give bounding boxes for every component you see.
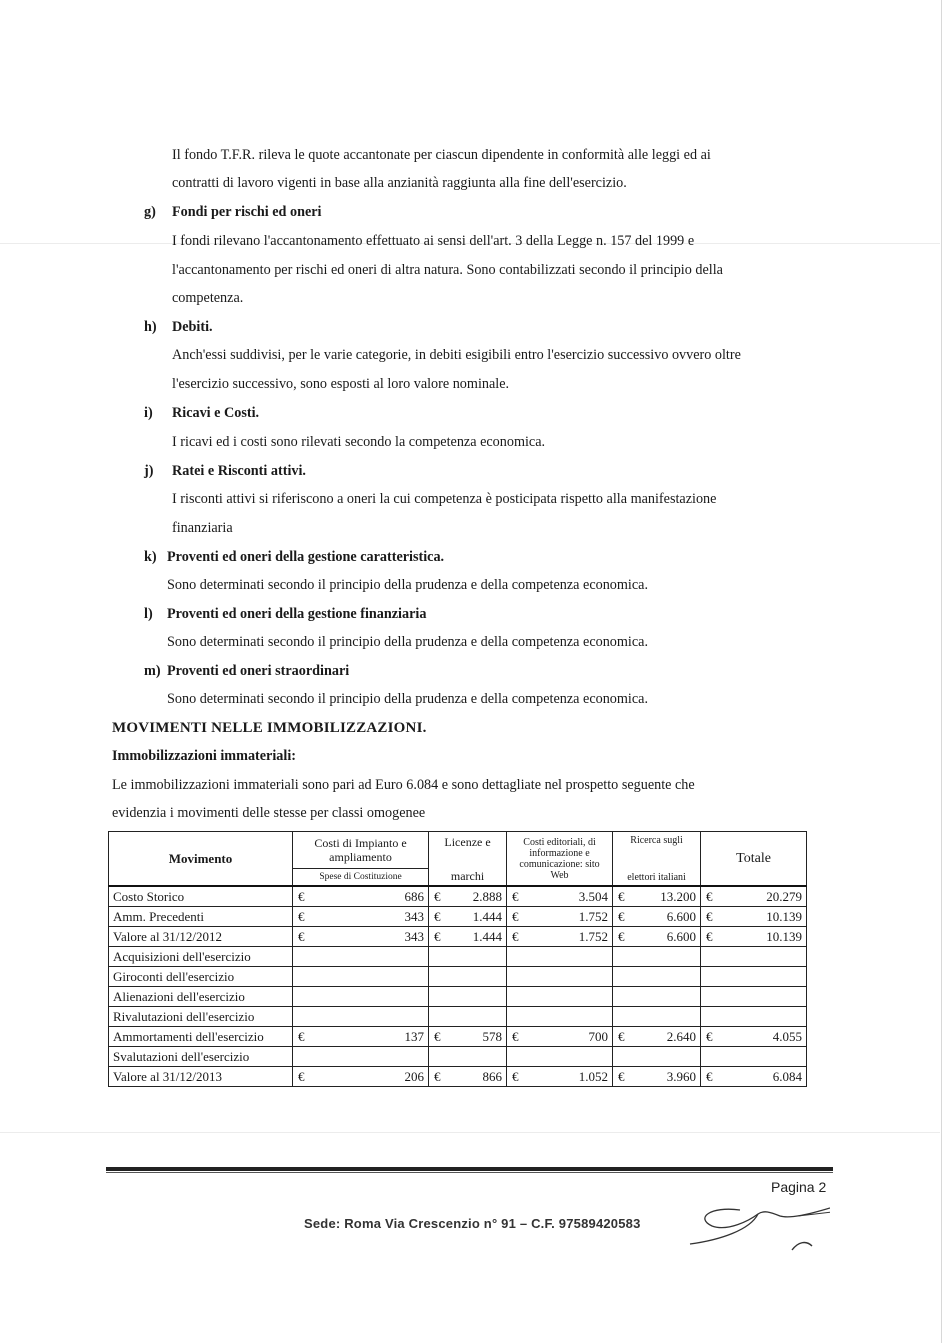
heading-immateriali: Immobilizzazioni immateriali: <box>112 748 297 764</box>
footer-rule-thin <box>106 1172 833 1173</box>
section-title: Fondi per rischi ed oneri <box>172 204 322 220</box>
section-line: Sono determinati secondo il principio della prudenza e della competenza economica. <box>167 577 649 593</box>
currency-cell: € <box>613 886 629 907</box>
section-title: Ratei e Risconti attivi. <box>172 463 306 479</box>
header-ricerca-bottom: elettori italiani <box>627 872 686 883</box>
table-row <box>109 1007 807 1027</box>
currency-cell <box>701 967 717 987</box>
currency-cell: € <box>507 907 523 927</box>
value-cell: 578 <box>445 1027 507 1047</box>
currency-cell: € <box>293 927 309 947</box>
value-cell <box>523 947 613 967</box>
currency-cell <box>293 987 309 1007</box>
value-cell <box>629 987 701 1007</box>
value-cell <box>717 967 807 987</box>
section-line: Sono determinati secondo il principio della prudenza e della competenza economica. <box>167 634 649 650</box>
value-cell <box>717 947 807 967</box>
value-cell: 20.279 <box>717 886 807 907</box>
header-spese-costituzione: Spese di Costituzione <box>293 869 429 886</box>
table-row <box>109 987 807 1007</box>
header-licenze <box>429 832 507 887</box>
section-title: Proventi ed oneri della gestione finanziaria <box>167 606 427 622</box>
footer-rule <box>106 1167 833 1171</box>
currency-cell <box>613 1047 629 1067</box>
value-cell <box>309 987 429 1007</box>
currency-cell: € <box>701 927 717 947</box>
section-line: I risconti attivi si riferiscono a oneri la cui competenza è posticipata rispetto alla manifestazione <box>172 491 717 507</box>
currency-cell: € <box>701 1067 717 1087</box>
value-cell: 3.504 <box>523 886 613 907</box>
currency-cell: € <box>613 1067 629 1087</box>
intro-line: Le immobilizzazioni immateriali sono pari ad Euro 6.084 e sono dettagliate nel prospetto seguente che <box>112 777 695 793</box>
section-line: finanziaria <box>172 520 233 536</box>
value-cell <box>523 1047 613 1067</box>
value-cell: 13.200 <box>629 886 701 907</box>
currency-cell: € <box>701 886 717 907</box>
table-row <box>109 886 807 907</box>
value-cell <box>629 1047 701 1067</box>
currency-cell <box>613 987 629 1007</box>
currency-cell: € <box>613 927 629 947</box>
table-row <box>109 927 807 947</box>
row-label: Acquisizioni dell'esercizio <box>109 947 293 967</box>
currency-cell <box>507 947 523 967</box>
scan-edge <box>941 0 942 1343</box>
currency-cell <box>293 1007 309 1027</box>
section-line: l'esercizio successivo, sono esposti al loro valore nominale. <box>172 376 510 392</box>
value-cell: 1.752 <box>523 927 613 947</box>
row-label: Giroconti dell'esercizio <box>109 967 293 987</box>
value-cell: 4.055 <box>717 1027 807 1047</box>
currency-cell <box>507 1047 523 1067</box>
value-cell: 1.444 <box>445 907 507 927</box>
value-cell: 10.139 <box>717 927 807 947</box>
value-cell <box>445 987 507 1007</box>
value-cell: 2.640 <box>629 1027 701 1047</box>
currency-cell: € <box>293 1027 309 1047</box>
currency-cell <box>507 967 523 987</box>
currency-cell: € <box>429 1067 445 1087</box>
intro-line: evidenzia i movimenti delle stesse per classi omogenee <box>112 805 426 821</box>
header-ricerca <box>613 832 701 887</box>
currency-cell: € <box>507 886 523 907</box>
header-costi-editoriali: Costi editoriali, di informazione e comunicazione: sito Web <box>507 832 613 887</box>
section-line: I ricavi ed i costi sono rilevati secondo la competenza economica. <box>172 434 546 450</box>
section-title: Proventi ed oneri della gestione caratteristica. <box>167 549 445 565</box>
currency-cell: € <box>507 1027 523 1047</box>
table-row <box>109 967 807 987</box>
currency-cell: € <box>293 886 309 907</box>
value-cell <box>717 987 807 1007</box>
currency-cell <box>429 1007 445 1027</box>
row-label: Alienazioni dell'esercizio <box>109 987 293 1007</box>
value-cell: 6.600 <box>629 927 701 947</box>
header-movimento: Movimento <box>109 832 293 887</box>
section-letter: h) <box>144 319 157 335</box>
value-cell <box>523 1007 613 1027</box>
currency-cell: € <box>507 1067 523 1087</box>
currency-cell <box>507 987 523 1007</box>
currency-cell <box>701 987 717 1007</box>
currency-cell <box>429 947 445 967</box>
currency-cell <box>613 1007 629 1027</box>
currency-cell <box>429 987 445 1007</box>
value-cell <box>629 947 701 967</box>
section-title: Debiti. <box>172 319 213 335</box>
row-label: Svalutazioni dell'esercizio <box>109 1047 293 1067</box>
scan-artifact-line <box>0 1132 940 1133</box>
currency-cell: € <box>507 927 523 947</box>
currency-cell: € <box>429 927 445 947</box>
currency-cell <box>613 947 629 967</box>
row-label: Valore al 31/12/2013 <box>109 1067 293 1087</box>
signature <box>680 1192 830 1262</box>
value-cell <box>309 947 429 967</box>
value-cell <box>445 1047 507 1067</box>
currency-cell <box>701 1047 717 1067</box>
row-label: Ammortamenti dell'esercizio <box>109 1027 293 1047</box>
currency-cell: € <box>429 886 445 907</box>
currency-cell <box>507 1007 523 1027</box>
section-line: I fondi rilevano l'accantonamento effettuato ai sensi dell'art. 3 della Legge n. 157 del 1999 e <box>172 233 695 249</box>
value-cell <box>629 1007 701 1027</box>
paragraph-line: contratti di lavoro vigenti in base alla anzianità raggiunta alla fine dell'esercizio. <box>172 175 627 191</box>
value-cell: 1.052 <box>523 1067 613 1087</box>
currency-cell <box>293 967 309 987</box>
value-cell: 343 <box>309 927 429 947</box>
table-row <box>109 1067 807 1087</box>
currency-cell <box>613 967 629 987</box>
value-cell <box>309 1007 429 1027</box>
paragraph-line: Il fondo T.F.R. rileva le quote accantonate per ciascun dipendente in conformità alle leggi ed ai <box>172 147 711 163</box>
section-letter: g) <box>144 204 156 220</box>
value-cell <box>309 1047 429 1067</box>
currency-cell <box>293 1047 309 1067</box>
value-cell <box>309 967 429 987</box>
section-letter: j) <box>144 463 154 479</box>
heading-movimenti: MOVIMENTI NELLE IMMOBILIZZAZIONI. <box>112 720 427 736</box>
value-cell: 10.139 <box>717 907 807 927</box>
table-row <box>109 1027 807 1047</box>
header-licenze-top: Licenze e <box>444 835 491 849</box>
currency-cell: € <box>701 1027 717 1047</box>
value-cell: 700 <box>523 1027 613 1047</box>
value-cell: 6.600 <box>629 907 701 927</box>
value-cell <box>445 1007 507 1027</box>
table-row <box>109 947 807 967</box>
header-ricerca-top: Ricerca sugli <box>630 835 683 846</box>
value-cell: 3.960 <box>629 1067 701 1087</box>
section-letter: m) <box>144 663 161 679</box>
movements-table <box>108 831 807 1087</box>
value-cell: 686 <box>309 886 429 907</box>
value-cell: 2.888 <box>445 886 507 907</box>
value-cell: 6.084 <box>717 1067 807 1087</box>
currency-cell: € <box>613 1027 629 1047</box>
row-label: Amm. Precedenti <box>109 907 293 927</box>
currency-cell: € <box>701 907 717 927</box>
value-cell <box>523 967 613 987</box>
value-cell <box>629 967 701 987</box>
section-letter: k) <box>144 549 157 565</box>
section-line: l'accantonamento per rischi ed oneri di altra natura. Sono contabilizzati secondo il principio della <box>172 262 723 278</box>
value-cell: 206 <box>309 1067 429 1087</box>
row-label: Rivalutazioni dell'esercizio <box>109 1007 293 1027</box>
section-title: Ricavi e Costi. <box>172 405 260 421</box>
section-line: Anch'essi suddivisi, per le varie categorie, in debiti esigibili entro l'esercizio successivo ovvero oltre <box>172 347 741 363</box>
currency-cell: € <box>293 1067 309 1087</box>
value-cell: 137 <box>309 1027 429 1047</box>
header-licenze-bottom: marchi <box>450 869 485 883</box>
currency-cell <box>429 1047 445 1067</box>
header-impianto: Costi di Impianto e ampliamento <box>293 832 429 869</box>
value-cell <box>445 967 507 987</box>
section-letter: l) <box>144 606 153 622</box>
currency-cell <box>429 967 445 987</box>
section-line: competenza. <box>172 290 244 306</box>
currency-cell <box>701 947 717 967</box>
value-cell <box>445 947 507 967</box>
value-cell: 1.444 <box>445 927 507 947</box>
value-cell: 866 <box>445 1067 507 1087</box>
row-label: Costo Storico <box>109 886 293 907</box>
section-line: Sono determinati secondo il principio della prudenza e della competenza economica. <box>167 691 649 707</box>
currency-cell <box>701 1007 717 1027</box>
currency-cell <box>293 947 309 967</box>
value-cell: 343 <box>309 907 429 927</box>
page-number: Pagina 2 <box>771 1179 827 1195</box>
value-cell: 1.752 <box>523 907 613 927</box>
table-row <box>109 1047 807 1067</box>
header-totale: Totale <box>701 832 807 887</box>
value-cell <box>717 1007 807 1027</box>
currency-cell: € <box>429 1027 445 1047</box>
section-letter: i) <box>144 405 153 421</box>
row-label: Valore al 31/12/2012 <box>109 927 293 947</box>
footer-address: Sede: Roma Via Crescenzio n° 91 – C.F. 97589420583 <box>304 1216 641 1231</box>
value-cell <box>523 987 613 1007</box>
table-row <box>109 907 807 927</box>
section-title: Proventi ed oneri straordinari <box>167 663 350 679</box>
value-cell <box>717 1047 807 1067</box>
currency-cell: € <box>613 907 629 927</box>
currency-cell: € <box>429 907 445 927</box>
currency-cell: € <box>293 907 309 927</box>
